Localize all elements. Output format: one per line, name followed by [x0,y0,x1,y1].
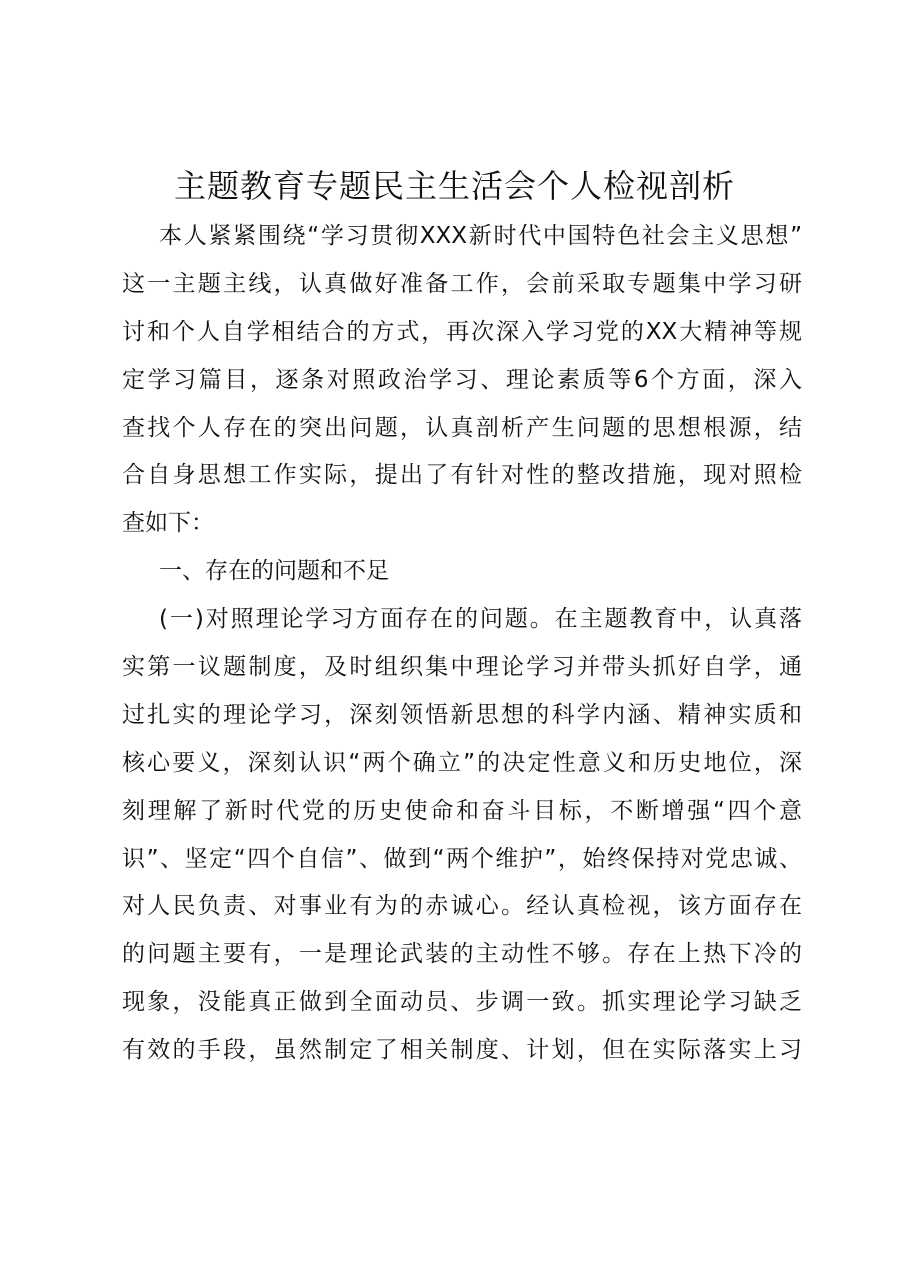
text-line: (一)对照理论学习方面存在的问题。在主题教育中，认真落 [159,606,802,633]
text-line: 刻理解了新时代党的历史使命和奋斗目标，不断增强“四个意 [122,797,802,824]
text-line: 有效的手段，虽然制定了相关制度、计划，但在实际落实上习 [122,1037,802,1064]
section-heading-text: 一、存在的问题和不足 [159,558,389,585]
text-line: 讨和个人自学相结合的方式，再次深入学习党的XX大精神等规 [122,318,802,345]
paragraph-subsection-1 [122,596,802,1075]
text-line: 合自身思想工作实际，提出了有针对性的整改措施，现对照检 [122,462,802,489]
text-line: 识”、坚定“四个自信”、做到“两个维护”，始终保持对党忠诚、 [122,845,802,872]
text-line: 现象，没能真正做到全面动员、步调一致。抓实理论学习缺乏 [122,989,802,1016]
document-title: 主题教育专题民主生活会个人检视剖析 [173,167,735,205]
section-heading [122,548,802,596]
text-line: 实第一议题制度，及时组织集中理论学习并带头抓好自学，通 [122,654,802,681]
text-line: 查如下： [122,510,214,537]
text-line: 的问题主要有，一是理论武装的主动性不够。存在上热下冷的 [122,941,802,968]
text-line: 核心要义，深刻认识“两个确立”的决定性意义和历史地位，深 [122,749,802,776]
text-line: 本人紧紧围绕“学习贯彻XXX新时代中国特色社会主义思想” [159,223,802,249]
text-line: 查找个人存在的突出问题，认真剖析产生问题的思想根源，结 [122,414,802,441]
paragraph-intro [122,213,802,548]
text-line: 过扎实的理论学习，深刻领悟新思想的科学内涵、精神实质和 [122,701,802,728]
text-line: 这一主题主线，认真做好准备工作，会前采取专题集中学习研 [122,270,802,297]
text-line: 对人民负责、对事业有为的赤诚心。经认真检视，该方面存在 [122,893,802,920]
text-line: 定学习篇目，逐条对照政治学习、理论素质等6个方面，深入 [122,366,802,393]
document-body [122,213,802,1075]
